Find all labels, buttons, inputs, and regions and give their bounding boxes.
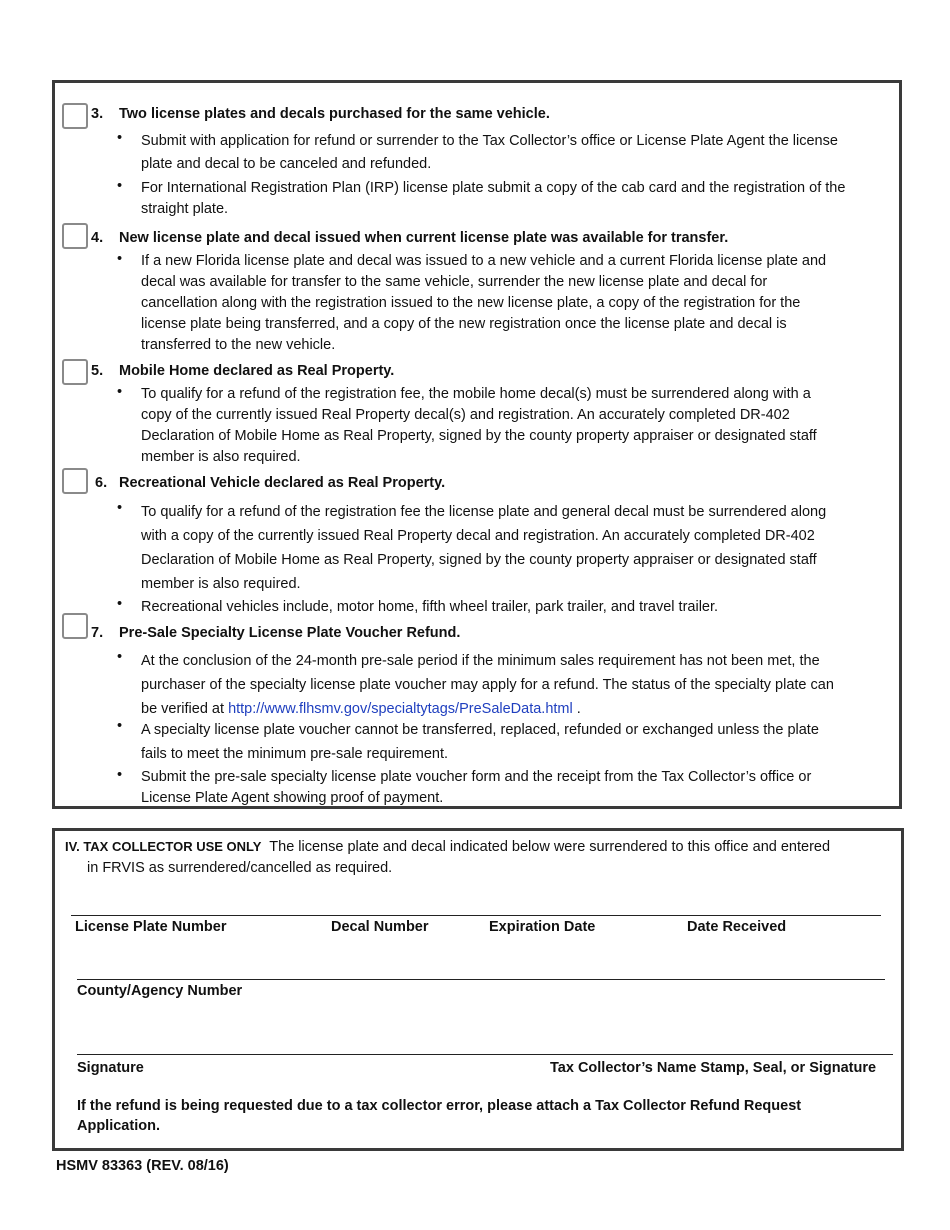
reason-7-bullet-2: A specialty license plate voucher cannot be transferred, replaced, refunded or exchanged unless the plate fails to meet the minimum pre-sale requirement. xyxy=(141,722,819,762)
reason-6-title: Recreational Vehicle declared as Real Property. xyxy=(119,475,446,491)
reason-7-bullet-1: At the conclusion of the 24-month pre-sale period if the minimum sales requirement has not been met, the purchaser of the specialty license plate voucher may apply for a refund. The status of the specialty plate can be verified at http://www.flhsmv.gov/specialtytags/PreSaleData.html . xyxy=(141,649,905,721)
reason-5-checkbox[interactable] xyxy=(62,359,88,385)
plate-info-line[interactable] xyxy=(71,915,881,916)
form-number: HSMV 83363 (REV. 08/16) xyxy=(56,1158,229,1174)
reason-7-bullet-3: Submit the pre-sale specialty license plate voucher form and the receipt from the Tax Collector’s office or License Plate Agent showing proof of payment. xyxy=(141,769,812,806)
reason-6-number: 6. xyxy=(95,475,108,491)
reason-7-title: Pre-Sale Specialty License Plate Voucher Refund. xyxy=(119,625,461,641)
license-plate-number-label: License Plate Number xyxy=(75,919,227,935)
county-agency-number-label: County/Agency Number xyxy=(77,983,243,999)
tax-collector-box xyxy=(52,828,904,1151)
reason-6-checkbox[interactable] xyxy=(62,468,88,494)
reason-3-title: Two license plates and decals purchased for the same vehicle. xyxy=(119,106,550,122)
reason-6-bullet-1: To qualify for a refund of the registration fee the license plate and general decal must be surrendered along with a copy of the currently issued Real Property decal and registration. An accurately completed DR-402 Declaration of Mobile Home as Real Property, signed by the county property appraiser or designated staff member is also required. xyxy=(141,504,827,592)
bullet-icon: • xyxy=(117,130,123,146)
bullet-icon: • xyxy=(117,178,123,194)
bullet-icon: • xyxy=(117,596,123,612)
expiration-date-label: Expiration Date xyxy=(489,919,596,935)
bullet-icon: • xyxy=(117,767,123,783)
bullet-icon: • xyxy=(117,251,123,267)
reason-4-checkbox[interactable] xyxy=(62,223,88,249)
intro-line-2: in FRVIS as surrendered/cancelled as required. xyxy=(87,860,393,876)
reason-3-bullet-1: Submit with application for refund or surrender to the Tax Collector’s office or License Plate Agent the license plate and decal to be canceled and refunded. xyxy=(141,133,838,172)
tax-collector-intro xyxy=(65,839,830,855)
presale-data-link[interactable]: http://www.flhsmv.gov/specialtytags/PreSaleData.html xyxy=(228,701,573,717)
signature-label: Signature xyxy=(77,1060,144,1076)
reason-7-checkbox[interactable] xyxy=(62,613,88,639)
bullet-icon: • xyxy=(117,500,123,516)
reason-5-bullet-1: To qualify for a refund of the registration fee, the mobile home decal(s) must be surrendered along with a copy of the currently issued Real Property decal(s) and registration. An accurately completed DR-402 Declaration of Mobile Home as Real Property, signed by the county property appraiser or designated staff member is also required. xyxy=(141,386,817,465)
reason-3-checkbox[interactable] xyxy=(62,103,88,129)
reason-7-number: 7. xyxy=(91,625,104,641)
reason-4-number: 4. xyxy=(91,230,104,246)
refund-note-line-2: Application. xyxy=(77,1118,160,1134)
bullet-icon: • xyxy=(117,649,123,665)
county-agency-line[interactable] xyxy=(77,979,885,980)
reason-5-title: Mobile Home declared as Real Property. xyxy=(119,363,395,379)
decal-number-label: Decal Number xyxy=(331,919,429,935)
signature-line[interactable] xyxy=(77,1054,893,1055)
reason-5-number: 5. xyxy=(91,363,104,379)
intro-line-1: The license plate and decal indicated below were surrendered to this office and entered xyxy=(269,839,831,855)
refund-reasons-box xyxy=(52,80,902,809)
bullet-icon: • xyxy=(117,718,123,734)
reason-4-title: New license plate and decal issued when current license plate was available for transfer. xyxy=(119,230,729,246)
verify-line: be verified at http://www.flhsmv.gov/specialtytags/PreSaleData.html . xyxy=(141,701,581,717)
bullet-icon: • xyxy=(117,384,123,400)
section-heading: IV. TAX COLLECTOR USE ONLY xyxy=(65,839,262,854)
reason-3-number: 3. xyxy=(91,106,104,122)
stamp-label: Tax Collector’s Name Stamp, Seal, or Signature xyxy=(550,1060,877,1076)
reason-3-bullet-2: For International Registration Plan (IRP) license plate submit a copy of the cab card and the registration of the straight plate. xyxy=(141,180,846,217)
date-received-label: Date Received xyxy=(687,919,787,935)
reason-4-bullet-1: If a new Florida license plate and decal was issued to a new vehicle and a current Florida license plate and decal was available for transfer to the same vehicle, surrender the new license plate and decal for cancellation along with the registration issued to the new license plate, a copy of the registration for the license plate being transferred, and a copy of the new registration once the license plate and decal is transferred to the new vehicle. xyxy=(141,253,827,353)
reason-6-bullet-2: Recreational vehicles include, motor home, fifth wheel trailer, park trailer, and travel trailer. xyxy=(141,599,719,615)
refund-note-line-1: If the refund is being requested due to a tax collector error, please attach a Tax Collector Refund Request xyxy=(77,1098,802,1114)
